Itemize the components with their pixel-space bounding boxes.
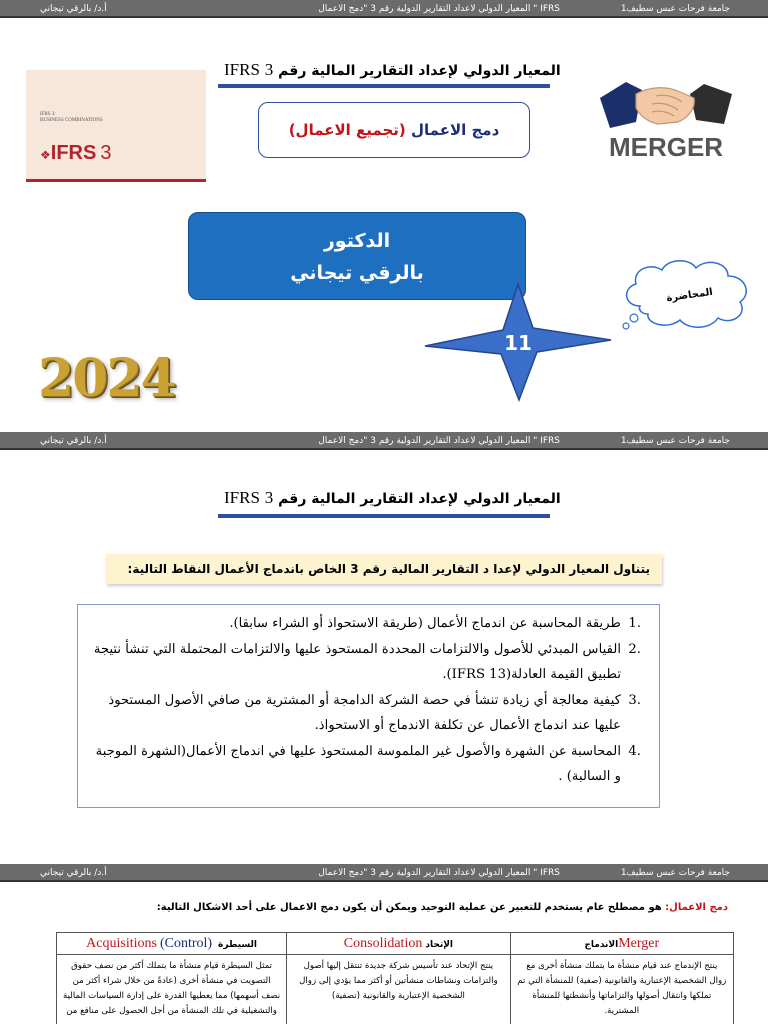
cloud-text: المحاضرة <box>665 286 714 305</box>
title-underline <box>218 84 550 88</box>
col-header-consolidation: الإتحاد Consolidation <box>287 933 510 955</box>
header-university: جامعة فرحات عبس سطيف1 <box>620 868 730 878</box>
header-university: جامعة فرحات عبس سطيف1 <box>620 4 730 14</box>
year-graphic: 2024 <box>38 348 175 409</box>
topic-main: دمج الاعمال <box>411 121 500 139</box>
header-author: أ.د/ بالرقي تيجاني <box>40 4 107 14</box>
cell-merger-definition: ينتج الإندماج عند قيام منشأة ما بتملك منشأة أخرى مع زوال الشخصية الإعتبارية والقانونية (صفية) للمنشأة التي تم تملكها وانتقال أصولها والتزاماتها وأنشطتها للمنشأة المشترية. <box>510 955 733 1024</box>
cell-control-definition: تمثل السيطرة قيام منشأة ما بتملك أكثر من نصف حقوق التصويت في منشأة أخرى (عادةً من خلال شراء أكثر من نصف أسهمها) مما يعطيها القدرة على إدارة السياسات المالية والتشغيلية في تلك المنشأة من أجل الحصول على منافع من <box>57 955 287 1024</box>
slide-2 <box>0 432 768 852</box>
list-item: .4 المحاسبة عن الشهرة والأصول غير الملموسة المستحوذ عليها في اندماج الأعمال(الشهرة الموجبة و السالبة) . <box>95 743 641 784</box>
ifrs-card-subtitle: IFRS 3: BUSINESS COMBINATIONS <box>40 112 103 123</box>
slide-3 <box>0 864 768 1024</box>
lecture-star-shape <box>423 282 613 402</box>
intro-banner: يتناول المعيار الدولي لإعدا د التقارير المالية رقم 3 الخاص باندماج الأعمال النقاط التالية: <box>106 554 662 584</box>
header-standard: المعيار الدولي لاعداد التقارير الدولية رقم 3 "دمج الاعمال " IFRS <box>318 436 560 446</box>
doctor-name: بالرقي تيجاني <box>290 262 424 284</box>
topics-list-box <box>77 604 660 808</box>
combination-types-table <box>56 932 734 1024</box>
slide-header <box>0 432 768 450</box>
col-header-merger: Mergerالاندماج <box>510 933 733 955</box>
slide-header <box>0 0 768 18</box>
list-item: .3 كيفية معالجة أي زيادة تنشأ في حصة الشركة الدامجة أو المشترية من صافي الأصول المستحوذ عليها عند اندماج الأعمال عن تكلفة الاندماج أو الاستحواذ. <box>108 692 641 733</box>
ifrs3-cover-image <box>26 70 206 182</box>
header-standard: المعيار الدولي لاعداد التقارير الدولية رقم 3 "دمج الاعمال " IFRS <box>318 4 560 14</box>
merger-handshake-image <box>596 64 736 164</box>
slide-header <box>0 864 768 882</box>
header-university: جامعة فرحات عبس سطيف1 <box>620 436 730 446</box>
header-standard: المعيار الدولي لاعداد التقارير الدولية رقم 3 "دمج الاعمال " IFRS <box>318 868 560 878</box>
list-item: .2 القياس المبدئي للأصول والالتزامات المحددة المستحوذ عليها والالتزامات المحتملة التي تنشأ نتيجة تطبيق القيمة العادلة(IFRS 13). <box>93 641 641 682</box>
header-author: أ.د/ بالرقي تيجاني <box>40 436 107 446</box>
header-author: أ.د/ بالرقي تيجاني <box>40 868 107 878</box>
topic-box <box>258 102 530 158</box>
cell-consolidation-definition: ينتج الإتحاد عند تأسيس شركة جديدة تنتقل إليها أصول والتزامات ونشاطات منشأتين أو أكثر مما يؤدي إلى زوال الشخصية الإعتبارية والقانونية (تصفية) <box>287 955 510 1024</box>
slide-1 <box>0 0 768 432</box>
lecture-cloud-callout <box>618 254 758 332</box>
definition-line <box>157 902 728 913</box>
list-item: .1 طريقة المحاسبة عن اندماج الأعمال (طريقة الاستحواذ أو الشراء سابقا). <box>229 616 641 631</box>
definition-term: دمج الاعمال: <box>665 902 728 913</box>
slide-title: المعيار الدولي لإعداد التقارير المالية رقم 3 IFRS <box>224 488 561 507</box>
lecture-number: 11 <box>504 331 532 355</box>
doctor-title: الدكتور <box>323 230 391 252</box>
slide-title: المعيار الدولي لإعداد التقارير المالية رقم 3 IFRS <box>224 60 561 79</box>
definition-text: هو مصطلح عام يستخدم للتعبير عن عملية التوحيد ويمكن أن يكون دمج الاعمال على أحد الاشكال التالية: <box>156 902 662 913</box>
col-header-control: السيطرة Acquisitions (Control) <box>57 933 287 955</box>
ifrs-card-logo: ❖IFRS 3 <box>40 142 112 164</box>
topic-paren: (تجميع الاعمال) <box>288 121 406 139</box>
merger-logo-text: MERGER <box>608 132 724 162</box>
title-underline <box>218 514 550 518</box>
